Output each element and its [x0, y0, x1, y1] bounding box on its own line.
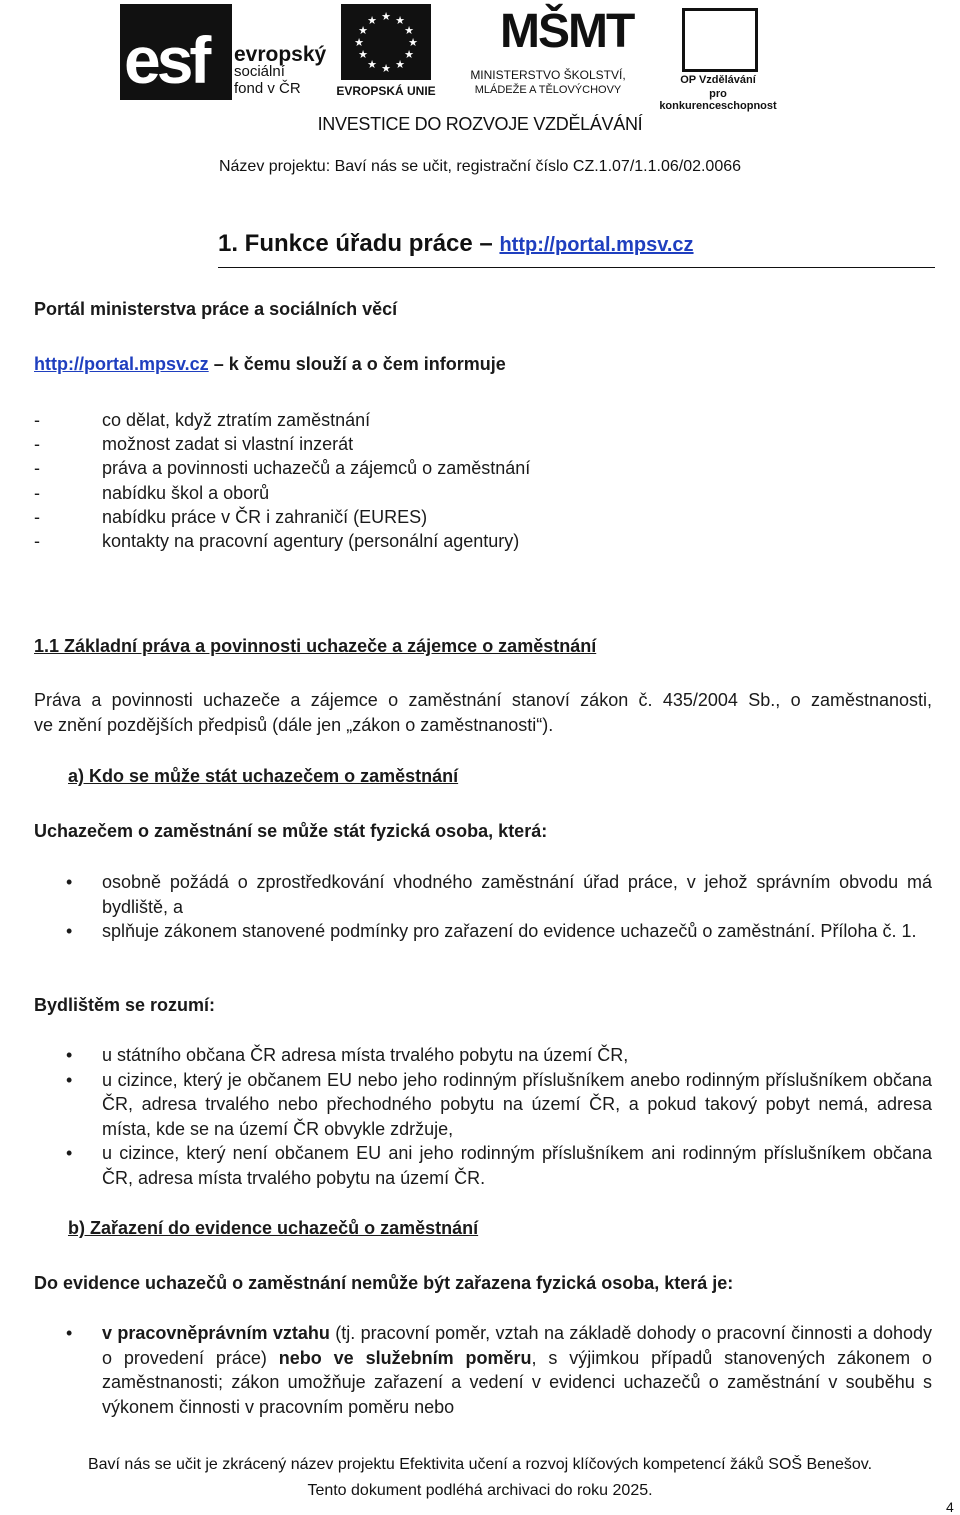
portal-link[interactable]: http://portal.mpsv.cz [34, 354, 209, 374]
list-item: • u státního občana ČR adresa místa trvalého pobytu na území ČR, [34, 1043, 932, 1068]
footer-archive-note: Tento dokument podléhá archivaci do roku 2025. [307, 1482, 653, 1499]
footer-project-note: Baví nás se učit je zkrácený název projektu Efektivita učení a rozvoj klíčových kompetencí žáků SOŠ Benešov. [87, 1456, 873, 1473]
section-a-lead: Uchazečem o zaměstnání se může stát fyzická osoba, která: [34, 821, 548, 841]
item-text-1: (tj. pracovní poměr, vztah na základě dohody o pracovní činnosti a dohody o provedení práce) [102, 1323, 933, 1368]
svg-text:★: ★ [395, 58, 405, 71]
svg-text:★: ★ [358, 24, 368, 37]
svg-text:★: ★ [404, 24, 414, 37]
svg-text:★: ★ [395, 14, 405, 27]
list-item: - co dělat, když ztratím zaměstnání [34, 408, 934, 432]
msmt-logo [448, 4, 648, 100]
eu-flag-icon [341, 4, 431, 80]
item-bold-2: nebo ve služebním poměru [278, 1347, 532, 1368]
svg-text:★: ★ [367, 14, 377, 27]
investice-banner: INVESTICE DO ROZVOJE VZDĚLÁVÁNÍ [317, 114, 643, 134]
op-logo [654, 4, 782, 112]
list-item: - práva a povinnosti uchazečů a zájemců o zaměstnání [34, 456, 934, 480]
esf-logo [120, 4, 327, 100]
op-line1: OP Vzdělávání [680, 74, 756, 86]
residence-heading: Bydlištěm se rozumí: [34, 995, 216, 1015]
item-text-2: , s výjimkou případů stanovených zákonem o zaměstnanosti; zákon umožňuje zařazení a vedení v evidenci uchazečů o zaměstnání v souběhu s výkonem činnosti v pracovním poměru nebo [102, 1347, 933, 1417]
section-1-1-paragraph [34, 688, 932, 738]
heading-rule [218, 267, 935, 268]
list-item: - nabídku škol a oborů [34, 481, 934, 505]
msmt-line1: MINISTERSTVO ŠKOLSTVÍ, [470, 68, 626, 82]
portal-purpose-text: – k čemu slouží a o čem informuje [208, 354, 506, 374]
svg-text:★: ★ [381, 10, 391, 23]
list-item: • splňuje zákonem stanovené podmínky pro zařazení do evidence uchazečů o zaměstnání. Příloha č. 1. [34, 919, 932, 944]
portal-title: Portál ministerstva práce a sociálních věcí [34, 299, 398, 319]
list-item [34, 1321, 932, 1419]
section-1-1-para-line1: Práva a povinnosti uchazeče a zájemce o zaměstnání stanoví zákon č. 435/2004 Sb., o zaměstnanosti, [34, 690, 932, 710]
svg-text:★: ★ [354, 36, 364, 49]
section-1-1-heading: 1.1 Základní práva a povinnosti uchazeče a zájemce o zaměstnání [34, 636, 597, 656]
op-logo-mark [682, 8, 758, 72]
msmt-line2: MLÁDEŽE A TĚLOVÝCHOVY [474, 84, 622, 96]
list-item: • u cizince, který není občanem EU ani jeho rodinným příslušníkem ani rodinným příslušníkem občana ČR, adresa místa trvalého pobytu na území ČR. [34, 1141, 932, 1190]
project-name: Název projektu: Baví nás se učit, registrační číslo CZ.1.07/1.1.06/02.0066 [218, 158, 742, 175]
op-line2: pro konkurenceschopnost [659, 88, 777, 112]
portal-purpose-line [34, 352, 506, 376]
section-1-heading [218, 230, 694, 258]
list-item: • osobně požádá o zprostředkování vhodného zaměstnání úřad práce, v jehož správním obvodu má bydliště, a [34, 870, 932, 919]
eu-logo [333, 4, 439, 100]
residence-list [34, 1043, 932, 1190]
section-a-heading: a) Kdo se může stát uchazečem o zaměstnání [68, 766, 459, 786]
section-1-1-para-line2: ve znění pozdějších předpisů (dále jen „zákon o zaměstnanosti“). [34, 715, 554, 735]
section-b-lead: Do evidence uchazečů o zaměstnání nemůže být zařazena fyzická osoba, která je: [34, 1273, 734, 1293]
exclusion-list [34, 1321, 932, 1419]
esf-logo-mark: esf [120, 4, 232, 100]
list-item: - nabídku práce v ČR i zahraničí (EURES) [34, 505, 934, 529]
msmt-mark: MŠMT [500, 5, 634, 58]
esf-line3: fond v ČR [234, 80, 301, 97]
svg-text:★: ★ [381, 62, 391, 75]
item-bold-1: v pracovněprávním vztahu [102, 1323, 330, 1343]
esf-line2: sociální [234, 63, 285, 80]
esf-line1: evropský [234, 43, 327, 66]
eu-label: EVROPSKÁ UNIE [336, 84, 436, 98]
esf-logo-text [234, 43, 327, 97]
svg-text:★: ★ [408, 36, 418, 49]
page-number: 4 [946, 1499, 954, 1515]
svg-text:★: ★ [367, 58, 377, 71]
list-item: - možnost zadat si vlastní inzerát [34, 432, 934, 456]
svg-text:★: ★ [404, 48, 414, 61]
portal-link-heading[interactable]: http://portal.mpsv.cz [499, 234, 694, 256]
portal-topics-list [34, 408, 934, 553]
list-item: - kontakty na pracovní agentury (personální agentury) [34, 529, 934, 553]
section-1-heading-text: 1. Funkce úřadu práce – [218, 230, 493, 257]
list-item: • u cizince, který je občanem EU nebo jeho rodinným příslušníkem anebo rodinným příslušníkem občana ČR, adresa trvalého nebo přechodného pobytu na území ČR, a pokud takový pobyt nemá, adresa místa, kde se na území ČR obvykle zdržuje, [34, 1068, 932, 1142]
svg-text:★: ★ [358, 48, 368, 61]
applicant-conditions-list [34, 870, 932, 944]
section-b-heading: b) Zařazení do evidence uchazečů o zaměstnání [68, 1218, 479, 1238]
